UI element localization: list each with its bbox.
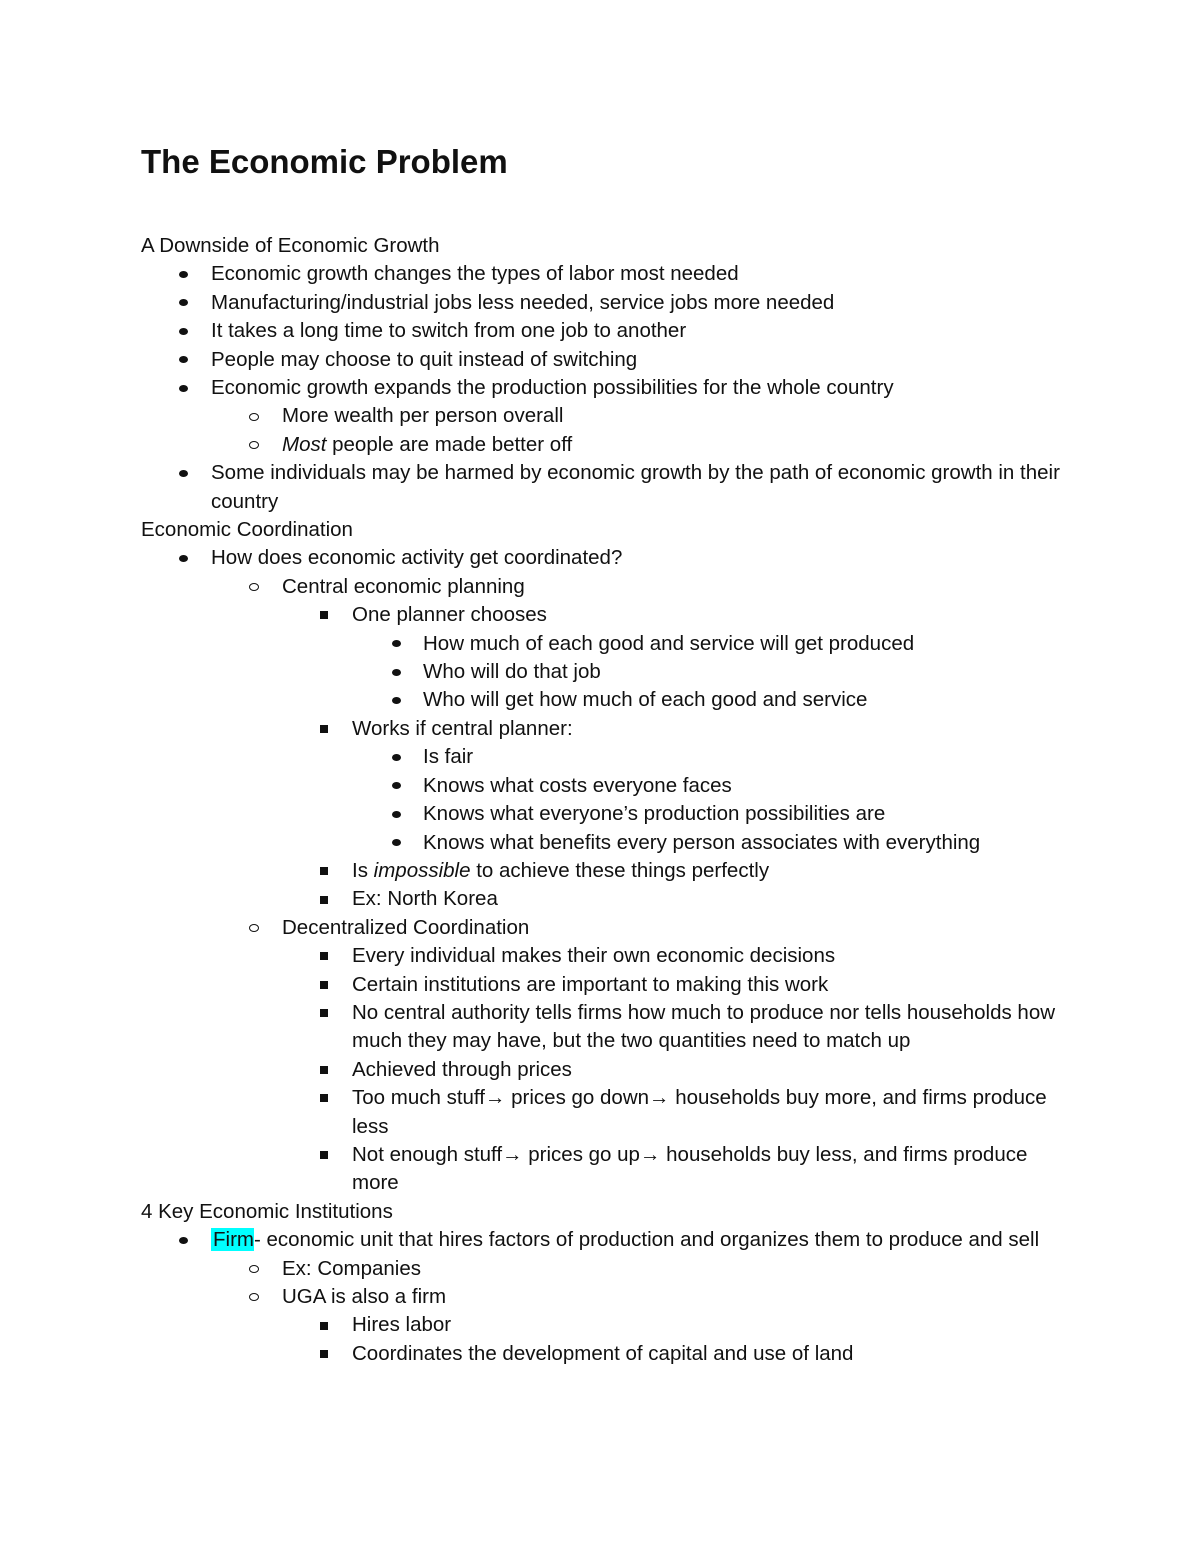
item-text-pre: Is bbox=[352, 858, 374, 882]
item-text: Every individual makes their own economic decisions bbox=[352, 944, 836, 968]
item-text: Ex: North Korea bbox=[352, 887, 498, 911]
item-text: Who will do that job bbox=[423, 660, 601, 684]
list-item bbox=[0, 1084, 1200, 1141]
bullet-dot-icon bbox=[175, 544, 191, 572]
list-item-text bbox=[423, 774, 732, 797]
list-item-text bbox=[352, 717, 573, 740]
list-item bbox=[0, 686, 1200, 714]
list-item-text bbox=[211, 376, 894, 399]
bullet-square-icon bbox=[316, 1340, 332, 1368]
list-item-text bbox=[352, 1143, 1027, 1194]
bullet-square-icon bbox=[316, 857, 332, 885]
item-text: Not enough stuff→ prices go up→ households buy less, and firms produce more bbox=[352, 1142, 1028, 1195]
list-item-text bbox=[282, 1285, 446, 1308]
list-item-text bbox=[423, 660, 601, 683]
list-item bbox=[0, 260, 1200, 288]
bullet-square-icon bbox=[316, 1084, 332, 1112]
list-item bbox=[0, 374, 1200, 402]
list-item-text bbox=[282, 404, 563, 427]
list-item bbox=[0, 914, 1200, 942]
list-item-text bbox=[352, 944, 835, 967]
item-text: Who will get how much of each good and service bbox=[423, 688, 868, 712]
list-item bbox=[0, 772, 1200, 800]
list-item bbox=[0, 317, 1200, 345]
list-item-text bbox=[211, 461, 1060, 512]
bullet-square-icon bbox=[316, 601, 332, 629]
item-text: Economic growth expands the production possibilities for the whole country bbox=[211, 376, 894, 400]
bullet-dot-icon bbox=[175, 346, 191, 374]
list-item bbox=[0, 829, 1200, 857]
item-text-rest: people are made better off bbox=[326, 432, 573, 456]
list-item-text bbox=[352, 1342, 853, 1365]
list-item bbox=[0, 971, 1200, 999]
list-item-text bbox=[282, 433, 572, 456]
bullet-square-icon bbox=[316, 885, 332, 913]
bullet-circle-icon bbox=[246, 431, 262, 459]
list-item bbox=[0, 715, 1200, 743]
item-text: Too much stuff→ prices go down→ households buy more, and firms produce less bbox=[352, 1086, 1047, 1138]
list-item bbox=[0, 544, 1200, 572]
bullet-square-icon bbox=[316, 1056, 332, 1084]
list-item-text bbox=[211, 262, 739, 285]
item-text: How much of each good and service will get produced bbox=[423, 631, 915, 655]
bullet-dot-icon bbox=[175, 1226, 191, 1254]
list-item-text bbox=[352, 1058, 572, 1081]
highlighted-term: Firm bbox=[213, 1228, 254, 1252]
item-text: UGA is also a firm bbox=[282, 1284, 447, 1308]
item-text: Knows what costs everyone faces bbox=[423, 773, 732, 797]
list-item-text bbox=[423, 745, 473, 768]
item-text: Manufacturing/industrial jobs less needed, service jobs more needed bbox=[211, 290, 835, 314]
bullet-dot-icon bbox=[388, 743, 404, 771]
bullet-dot-icon bbox=[388, 772, 404, 800]
list-item-text bbox=[282, 1257, 421, 1280]
item-text: Hires labor bbox=[352, 1313, 452, 1337]
section-heading: 4 Key Economic Institutions bbox=[141, 1199, 393, 1223]
list-item-text bbox=[211, 319, 686, 342]
list-item-text bbox=[211, 1228, 1039, 1251]
bullet-square-icon bbox=[316, 715, 332, 743]
item-text: Achieved through prices bbox=[352, 1057, 572, 1081]
item-text-rest: to achieve these things perfectly bbox=[470, 858, 770, 882]
list-item bbox=[0, 1255, 1200, 1283]
list-item bbox=[0, 1311, 1200, 1339]
list-item-text bbox=[423, 688, 867, 711]
bullet-dot-icon bbox=[388, 658, 404, 686]
bullet-square-icon bbox=[316, 1311, 332, 1339]
bullet-dot-icon bbox=[388, 686, 404, 714]
list-item-text bbox=[211, 546, 622, 569]
list-item bbox=[0, 857, 1200, 885]
list-item-text bbox=[352, 973, 828, 996]
list-item bbox=[0, 1340, 1200, 1368]
list-item-text bbox=[282, 575, 525, 598]
item-text: Decentralized Coordination bbox=[282, 915, 530, 939]
list-item-text bbox=[352, 887, 498, 910]
list-item-text bbox=[423, 802, 885, 825]
list-item-text bbox=[352, 859, 769, 882]
item-text: Economic growth changes the types of labor most needed bbox=[211, 262, 739, 286]
bullet-dot-icon bbox=[175, 289, 191, 317]
list-item bbox=[0, 942, 1200, 970]
list-item bbox=[0, 289, 1200, 317]
list-item bbox=[0, 346, 1200, 374]
section-heading: A Downside of Economic Growth bbox=[141, 234, 440, 257]
bullet-dot-icon bbox=[175, 459, 191, 487]
bullet-dot-icon bbox=[175, 260, 191, 288]
bullet-dot-icon bbox=[175, 317, 191, 345]
bullet-dot-icon bbox=[175, 374, 191, 402]
list-item-text bbox=[352, 1086, 1047, 1137]
bullet-circle-icon bbox=[246, 1255, 262, 1283]
list-item bbox=[0, 459, 1200, 516]
bullet-square-icon bbox=[316, 971, 332, 999]
item-text: Some individuals may be harmed by economic growth by the path of economic growth in their country bbox=[211, 461, 1060, 513]
item-text: It takes a long time to switch from one job to another bbox=[211, 319, 687, 343]
list-item bbox=[0, 999, 1200, 1056]
item-text: Central economic planning bbox=[282, 574, 525, 598]
list-item bbox=[0, 1056, 1200, 1084]
bullet-dot-icon bbox=[388, 829, 404, 857]
item-text: Ex: Companies bbox=[282, 1256, 422, 1280]
list-item-text bbox=[352, 603, 547, 626]
item-text: People may choose to quit instead of switching bbox=[211, 347, 638, 371]
bullet-circle-icon bbox=[246, 914, 262, 942]
list-item bbox=[0, 573, 1200, 601]
list-item bbox=[0, 1141, 1200, 1198]
item-text: One planner chooses bbox=[352, 603, 547, 627]
item-text: Certain institutions are important to making this work bbox=[352, 972, 829, 996]
list-item-text bbox=[423, 831, 980, 854]
list-item bbox=[0, 743, 1200, 771]
bullet-square-icon bbox=[316, 942, 332, 970]
list-item-text bbox=[282, 916, 529, 939]
item-text: Works if central planner: bbox=[352, 716, 573, 740]
list-item bbox=[0, 402, 1200, 430]
bullet-square-icon bbox=[316, 999, 332, 1027]
item-text: More wealth per person overall bbox=[282, 404, 564, 428]
emphasized-word: impossible bbox=[373, 858, 471, 882]
bullet-circle-icon bbox=[246, 573, 262, 601]
list-item bbox=[0, 630, 1200, 658]
list-item-text bbox=[211, 291, 834, 314]
bullet-square-icon bbox=[316, 1141, 332, 1169]
page-title: The Economic Problem bbox=[141, 143, 508, 180]
item-text-rest: - economic unit that hires factors of production and organizes them to produce and sell bbox=[253, 1228, 1040, 1252]
item-text: Coordinates the development of capital and use of land bbox=[352, 1341, 854, 1365]
item-text: How does economic activity get coordinated? bbox=[211, 546, 623, 570]
item-text: Knows what benefits every person associates with everything bbox=[423, 830, 981, 854]
bullet-dot-icon bbox=[388, 800, 404, 828]
list-item bbox=[0, 885, 1200, 913]
list-item bbox=[0, 658, 1200, 686]
bullet-circle-icon bbox=[246, 402, 262, 430]
document-body bbox=[0, 232, 1200, 1368]
item-text: Is fair bbox=[423, 745, 474, 769]
item-text: No central authority tells firms how much to produce nor tells households how much they may have, but the two quantities need to match up bbox=[352, 1000, 1056, 1053]
bullet-dot-icon bbox=[388, 630, 404, 658]
list-item-text bbox=[211, 348, 637, 371]
list-item-text bbox=[352, 1313, 451, 1336]
bullet-circle-icon bbox=[246, 1283, 262, 1311]
list-item bbox=[0, 800, 1200, 828]
list-item bbox=[0, 431, 1200, 459]
item-text: Knows what everyone’s production possibilities are bbox=[423, 802, 886, 826]
list-item bbox=[0, 1226, 1200, 1254]
list-item-text bbox=[352, 1001, 1055, 1052]
list-item bbox=[0, 1283, 1200, 1311]
list-item-text bbox=[423, 632, 914, 655]
emphasized-word: Most bbox=[282, 432, 327, 456]
section-heading: Economic Coordination bbox=[141, 518, 353, 542]
list-item bbox=[0, 601, 1200, 629]
